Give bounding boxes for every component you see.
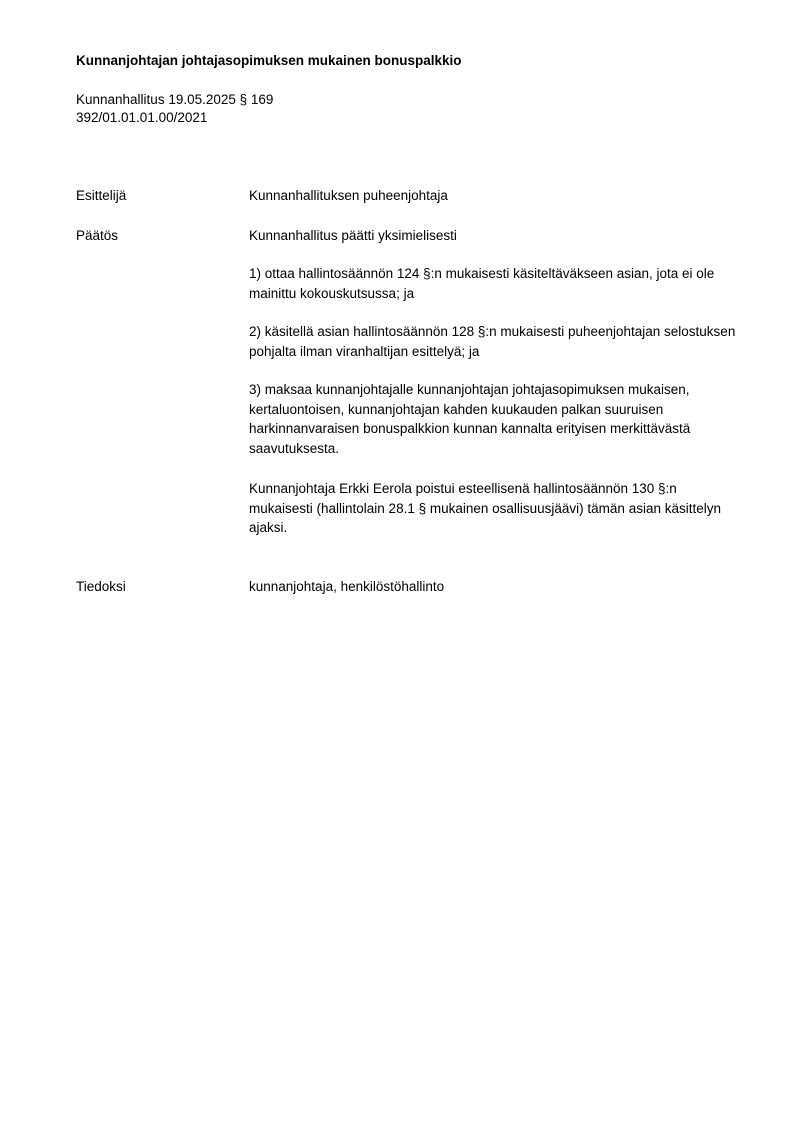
decision-item-2-block xyxy=(249,322,739,361)
decision-item-3-block xyxy=(249,380,739,458)
distribution-label: Tiedoksi xyxy=(76,579,126,594)
presenter-text: Kunnanhallituksen puheenjohtaja xyxy=(249,188,448,203)
decision-item-1: 1) ottaa hallintosäännön 124 §:n mukaisesti käsiteltäväkseen asian, jota ei ole mainittu kokouskutsussa; ja xyxy=(249,266,715,301)
recusal-note-block xyxy=(249,479,739,538)
presenter-label: Esittelijä xyxy=(76,188,127,203)
meeting-reference: Kunnanhallitus 19.05.2025 § 169 xyxy=(76,92,274,107)
document-meta xyxy=(76,91,273,127)
decision-item-1-block xyxy=(249,264,739,303)
distribution-value xyxy=(249,577,739,597)
decision-item-2: 2) käsitellä asian hallintosäännön 128 §:n mukaisesti puheenjohtajan selostuksen pohjalta ilman viranhaltijan esittelyä; ja xyxy=(249,324,736,359)
decision-intro-block xyxy=(249,226,739,246)
document-title: Kunnanjohtajan johtajasopimuksen mukainen bonuspalkkio xyxy=(76,53,462,68)
decision-item-3: 3) maksaa kunnanjohtajalle kunnanjohtajan johtajasopimuksen mukaisen, kertaluontoisen, kunnanjohtajan kahden kuukauden palkan suuruisen harkinnanvaraisen bonuspalkkion kunnan kannalta erityisen merkittävästä saavutuksesta. xyxy=(249,382,691,456)
decision-label: Päätös xyxy=(76,228,119,243)
recusal-note: Kunnanjohtaja Erkki Eerola poistui esteellisenä hallintosäännön 130 §:n mukaisesti (hallintolain 28.1 § mukainen osallisuusjäävi) tämän asian käsittelyn ajaksi. xyxy=(249,481,721,535)
decision-intro: Kunnanhallitus päätti yksimielisesti xyxy=(249,228,457,243)
record-number: 392/01.01.01.00/2021 xyxy=(76,110,208,125)
distribution-text: kunnanjohtaja, henkilöstöhallinto xyxy=(249,579,445,594)
presenter-value xyxy=(249,186,739,206)
